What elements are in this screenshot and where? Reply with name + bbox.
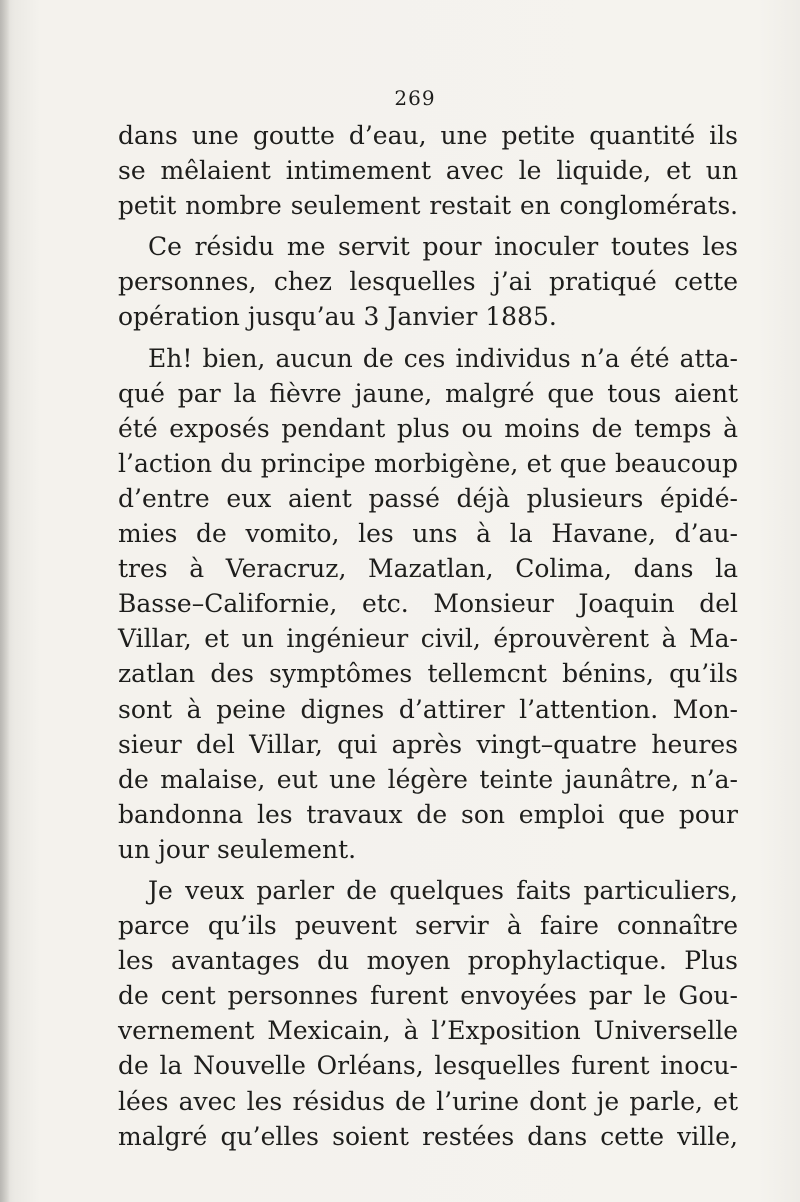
- text-line: opération jusqu’au 3 Janvier 1885.: [118, 302, 557, 332]
- text-line: de malaise, eut une légère teinte jaunâtre, n’a-: [118, 764, 738, 794]
- text-line: parce qu’ils peuvent servir à faire connaître: [118, 911, 738, 941]
- text-line: malgré qu’elles soient restées dans cette ville,: [118, 1121, 738, 1151]
- text-line: un jour seulement.: [118, 834, 357, 864]
- text-line: les avantages du moyen prophylactique. Plus: [118, 946, 738, 976]
- text-line: mies de vomito, les uns à la Havane, d’au-: [118, 519, 738, 549]
- text-line: de cent personnes furent envoyées par le Gou-: [118, 981, 738, 1011]
- text-line: de la Nouvelle Orléans, lesquelles furent inocu-: [118, 1051, 738, 1081]
- paragraph-4: [118, 873, 738, 1154]
- text-line: personnes, chez lesquelles j’ai pratiqué cette: [118, 267, 738, 297]
- text-line: zatlan des symptômes tellemcnt bénins, qu’ils: [118, 659, 738, 689]
- paragraph-1: [118, 118, 738, 223]
- text-line: Eh! bien, aucun de ces individus n’a été atta-: [148, 343, 738, 373]
- text-line: d’entre eux aient passé déjà plusieurs épidé-: [118, 483, 738, 513]
- text-line: bandonna les travaux de son emploi que pour: [118, 799, 738, 829]
- text-line: sieur del Villar, qui après vingt–quatre heures: [118, 729, 738, 759]
- text-line: qué par la fièvre jaune, malgré que tous aient: [118, 378, 738, 408]
- text-line: petit nombre seulement restait en conglomérats.: [118, 191, 738, 221]
- page-number: 269: [394, 86, 436, 110]
- text-line: Ce résidu me servit pour inoculer toutes les: [148, 232, 738, 262]
- text-line: tres à Veracruz, Mazatlan, Colima, dans la: [118, 554, 738, 584]
- binding-shadow: [0, 0, 10, 1202]
- text-line: se mêlaient intimement avec le liquide, et un: [118, 156, 738, 186]
- body-text: [118, 118, 738, 1154]
- text-line: Je veux parler de quelques faits particuliers,: [148, 875, 738, 905]
- text-line: lées avec les résidus de l’urine dont je parle, et: [118, 1086, 738, 1116]
- text-line: sont à peine dignes d’attirer l’attention. Mon-: [118, 694, 738, 724]
- text-line: vernement Mexicain, à l’Exposition Universelle: [118, 1016, 738, 1046]
- text-line: dans une goutte d’eau, une petite quantité ils: [118, 121, 738, 150]
- paragraph-3: [118, 341, 738, 867]
- text-line: Basse–Californie, etc. Monsieur Joaquin del: [118, 589, 738, 619]
- text-line: l’action du principe morbigène, et que beaucoup: [118, 448, 738, 478]
- text-line: été exposés pendant plus ou moins de temps à: [118, 413, 738, 443]
- text-line: Villar, et un ingénieur civil, éprouvèrent à Ma-: [118, 624, 738, 654]
- paragraph-2: [118, 229, 738, 334]
